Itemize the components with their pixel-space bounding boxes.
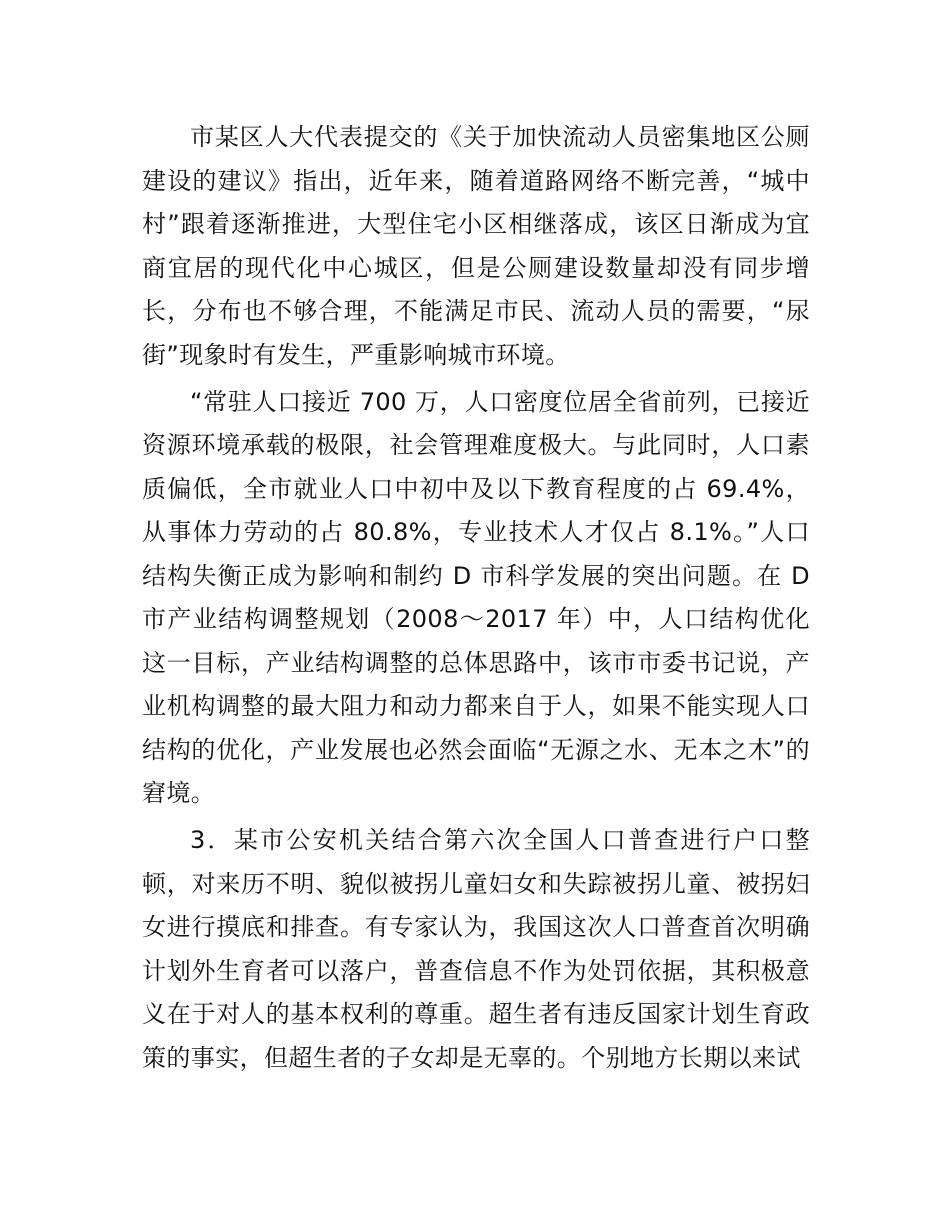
- paragraph-census-registration: 3．某市公安机关结合第六次全国人口普查进行户口整顿，对来历不明、貌似被拐儿童妇女和失踪被拐儿童、被拐妇女进行摸底和排查。有专家认为，我国这次人口普查首次明确计划外生育者可以落户，普查信息不作为处罚依据，其积极意义在于对人的基本权利的尊重。超生者有违反国家计划生育政策的事实，但超生者的子女却是无辜的。个别地方长期以来试: [142, 826, 810, 1072]
- document-body: [142, 116, 810, 1084]
- paragraph-population-structure: “常驻人口接近 700 万，人口密度位居全省前列，已接近资源环境承载的极限，社会管理难度极大。与此同时，人口素质偏低，全市就业人口中初中及以下教育程度的占 69.4%，从事体力劳动的占 80.8%，专业技术人才仅占 8.1%。”人口结构失衡正成为影响和制约 D 市科学发展的突出问题。在 D 市产业结构调整规划（2008～2017 年）中，人口结构优化这一目标，产业结构调整的总体思路中，该市市委书记说，产业机构调整的最大阻力和动力都来自于人，如果不能实现人口结构的优化，产业发展也必然会面临“无源之水、无本之木”的窘境。: [142, 387, 810, 807]
- paragraph-public-toilet-proposal: 市某区人大代表提交的《关于加快流动人员密集地区公厕建设的建议》指出，近年来，随着道路网络不断完善，“城中村”跟着逐渐推进，大型住宅小区相继落成，该区日渐成为宜商宜居的现代化中心城区，但是公厕建设数量却没有同步增长，分布也不够合理，不能满足市民、流动人员的需要，“尿街”现象时有发生，严重影响城市环境。: [142, 123, 810, 369]
